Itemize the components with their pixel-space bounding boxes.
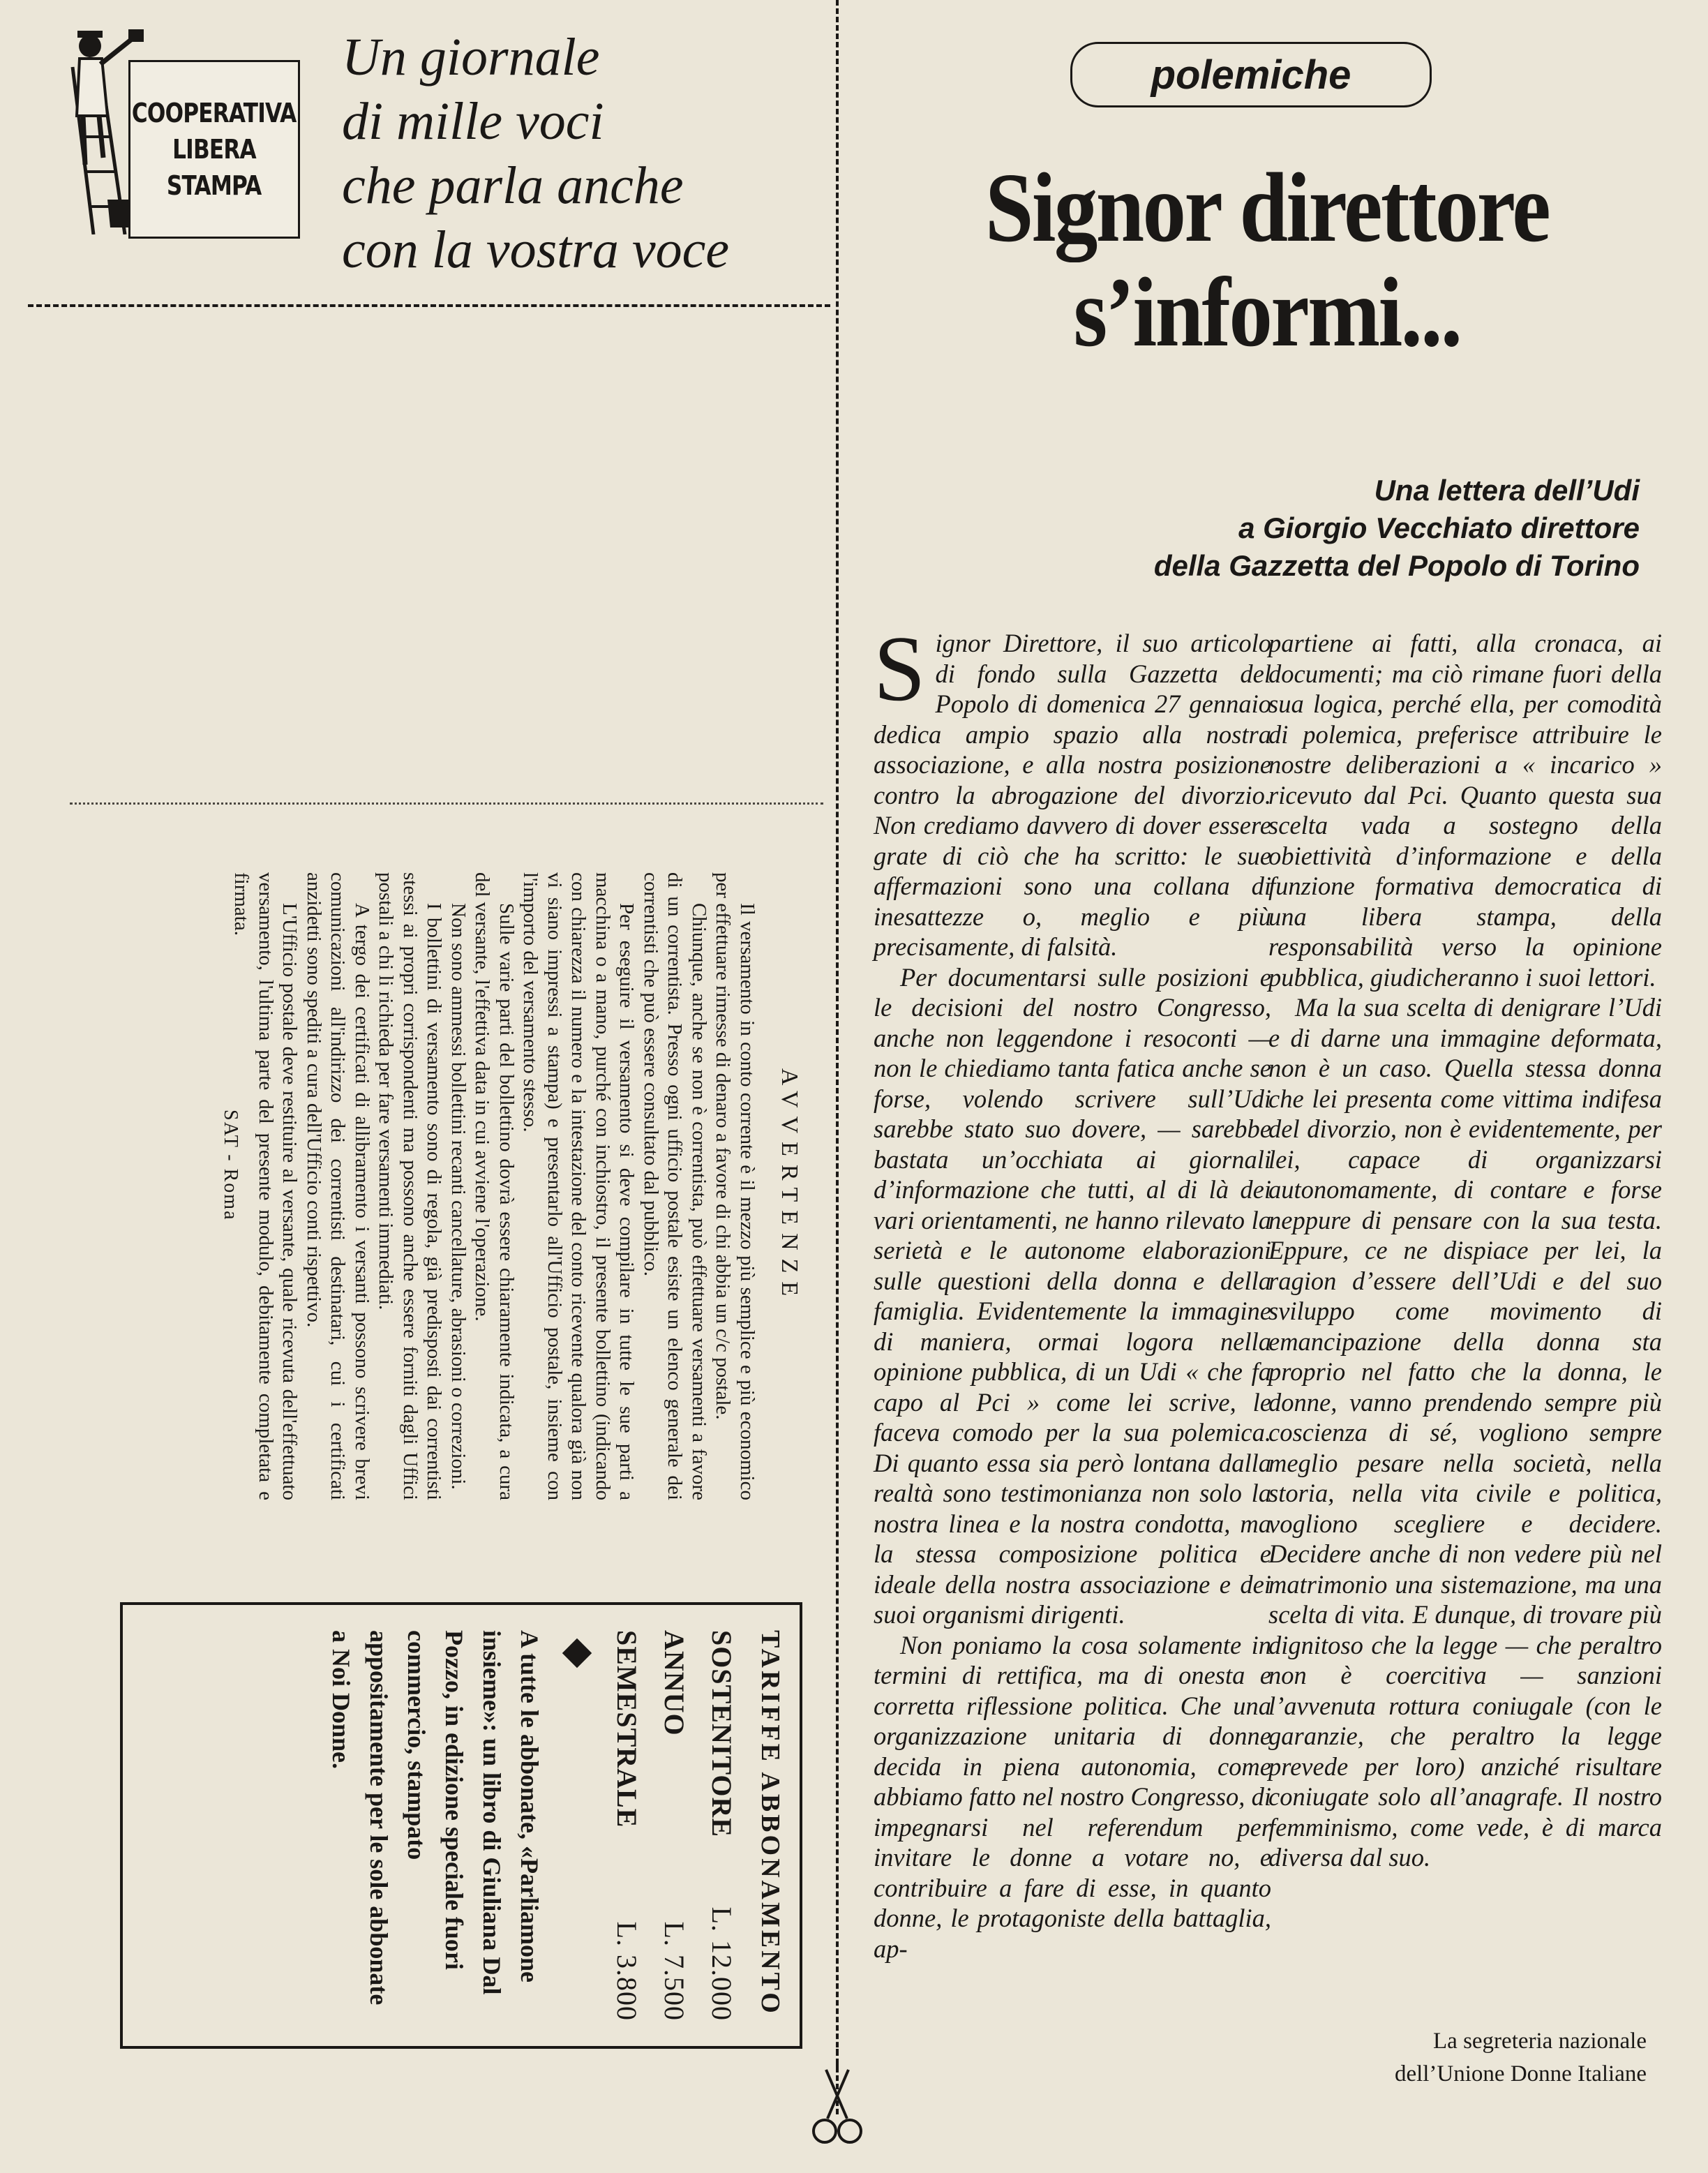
notice-body [230,872,759,1500]
article-headline [862,152,1672,367]
article-signature [1319,2025,1647,2091]
slogan-line: di mille voci [342,92,604,151]
logo-plate [128,60,300,239]
subscription-rates-box [120,1602,802,2049]
logo-line: LIBERA [172,134,256,165]
scissors-icon [812,2049,862,2153]
article-column-2 [1268,628,1662,1873]
rates-title: TARIFFE ABBONAMENTO [756,1630,785,2016]
rate-price: L. 7.500 [659,1921,690,2021]
notice-paragraph: A tergo dei certificati di allibramento i versanti possono scrivere brevi comunicazioni all'indirizzo dei correntisti destinatari, cui i certificati anzidetti sono spediti a cura dell'Ufficio conti rispettivo. [303,872,373,1500]
notice-paragraph: Sulle varie parti del bollettino dovrà essere chiaramente indicata, a cura del versante, l'effettiva data in cui avviene l'operazione. [471,872,518,1500]
rate-price: L. 12.000 [706,1906,737,2021]
notice-title: AVVERTENZE [777,1068,802,1305]
logo-line: STAMPA [167,170,262,201]
notice-paragraph: Il versamento in conto corrente è il mezzo più semplice e più economico per effettuare rimesse di denaro a favore di chi abbia un c/c postale. [712,872,758,1500]
article-subhead [879,472,1640,585]
dotted-fold-line [70,802,823,805]
subhead-line: Una lettera dell’Udi [1374,474,1640,507]
headline-line: s’informi... [1073,257,1461,367]
drop-cap: S [874,617,926,720]
article-paragraph: partiene ai fatti, alla cronaca, ai documenti; ma ciò rimane fuori della sua logica, perché ella, per comodità di polemica, preferisce attribuire le nostre deliberazioni a « incarico » ricevuto dal Pci. Quanto questa sua scelta vada a sostegno della obiettività d’informazione e della funzione formativa democratica di una libera stampa, della responsabilità verso la opinione pubblica, giudicheranno i suoi lettori. [1268,629,1662,992]
slogan-line: con la vostra voce [342,221,730,279]
rate-label: SEMESTRALE [611,1630,643,1828]
article-paragraph [874,617,1271,962]
rate-row [698,1630,745,2021]
slogan [342,25,830,282]
cooperativa-logo [59,25,310,234]
signature-line: dell’Unione Donne Italiane [1394,2061,1647,2086]
subhead-line: della Gazzetta del Popolo di Torino [1153,549,1640,582]
rate-label: SOSTENITORE [706,1630,737,1838]
rate-row [603,1630,650,2021]
postal-notice [188,872,802,1500]
subhead-line: a Giorgio Vecchiato direttore [1238,511,1640,544]
notice-paragraph: I bollettini di versamento sono di regola, già predisposti dai correntisti stessi ai propri corrispondenti ma possono anche essere forniti dagli Uffici postali a chi li richieda per fare versamenti immediati. [375,872,446,1500]
notice-paragraph: L'Ufficio postale deve restituire al versante, quale ricevuta dell'effettuato versamento, l'ultima parte del presente modulo, debitamente completata e firmata. [230,872,301,1500]
article-paragraph: Ma la sua scelta di denigrare l’Udi e di darne una immagine deformata, non è un caso. Quella stessa donna che lei presenta come vittima indifesa del divorzio, non è evidentemente, per lei, capace di organizzarsi autonomamente, di contare e forse neppure di pensare con la sua testa. Eppure, ce ne dispiace per lei, la ragion d’essere dell’Udi e del suo sviluppo come movimento di emancipazione della donna sta proprio nel fatto che la donna, le donne, vanno prendendo sempre più coscienza di sé, vogliono sempre meglio pesare nella società, nella storia, nella vita civile e politica, vogliono scegliere e decidere. Decidere anche di non vedere più nel matrimonio una sistemazione, ma una scelta di vita. E dunque, di trovare più dignitoso che la legge — che peraltro non è coercitiva — sanzioni l’avvenuta rottura coniugale (con le garanzie, che peraltro la legge prevede per loro) anziché risultare coniugate solo all’anagrafe. Il nostro femminismo, come vede, è di marca diversa dal suo. [1268,993,1662,1872]
rate-label: ANNUO [659,1630,690,1736]
article-paragraph: Per documentarsi sulle posizioni e le decisioni del nostro Congresso, anche non leggendone i resoconti — non le chiediamo tanta fatica anche se forse, volendo scrivere sull’Udi sarebbe stato suo dovere, — sarebbe bastata un’occhiata ai giornali d’informazione che tutti, al di là dei vari orientamenti, ne hanno rilevato la serietà e le autonome elaborazioni sulle questioni della donna e della famiglia. Evidentemente la immagine di maniera, ormai logora nella opinione pubblica, di un Udi « che fa capo al Pci » come lei scrive, le faceva comodo per la sua polemica. Di quanto essa sia però lontana dalla realtà sono testimonianza non solo la nostra linea e la nostra condotta, ma la stessa composizione politica e ideale della nostra associazione e dei suoi organismi dirigenti. [874,962,1271,1629]
rate-row [650,1630,698,2021]
article-paragraph: Non poniamo la cosa solamente in termini di rettifica, ma di onesta e corretta riflessione politica. Che una organizzazione unitaria di donne decida in piena autonomia, come abbiamo fatto nel nostro Congresso, di impegnarsi nel referendum per invitare le donne a votare no, e contribuire a fare di esse, in quanto donne, le protagoniste della battaglia, ap- [874,1630,1271,1963]
horizontal-cut-line [28,304,830,307]
headline-line: Signor direttore [984,152,1550,262]
diamond-ornament-icon [562,1638,592,1668]
vertical-cut-line [836,0,839,2114]
article-paragraph-text: ignor Direttore, il suo articolo di fondo sulla Gazzetta del Popolo di domenica 27 gennaio dedica ampio spazio alla nostra associazione, e alla nostra posizione contro la abrogazione del divorzio. Non crediamo davvero di dover essere grate di ciò che ha scritto: le sue affermazioni sono una collana di inesattezze o, meglio e più precisamente, di falsità. [874,629,1271,961]
section-tag: polemiche [1070,42,1432,107]
notice-paragraph: Non sono ammessi bollettini recanti cancellature, abrasioni o correzioni. [447,903,470,1490]
notice-paragraph: Per eseguire il versamento si deve compilare in tutte le sue parti a macchina o a mano, purché con inchiostro, il presente bollettino (indicando con chiarezza il numero e la intestazione del conto ricevente qualora già non vi siano impressi a stampa) e presentarlo all'Ufficio postale, insieme con l'importo del versamento stesso. [519,872,638,1500]
signature-line: La segreteria nazionale [1433,2029,1647,2054]
printer-credit: SAT - Roma [220,1110,241,1221]
slogan-line: che parla anche [342,156,684,215]
subscriber-gift-note: A tutte le abbonate, «Parliamone insieme»: un libro di Giuliana Dal Pozzo, in edizione speciale fuori commercio, stampato appositamente per le sole abbonate a Noi Donne. [327,1630,544,2006]
article-column-1 [874,617,1271,1964]
slogan-line: Un giornale [342,28,600,87]
rate-price: L. 3.800 [611,1921,643,2021]
notice-paragraph: Chiunque, anche se non è correntista, può effettuare versamenti a favore di un correntista. Presso ogni ufficio postale esiste un elenco generale dei correntisti che può essere consultato dal pubblico. [640,872,710,1500]
logo-line: COOPERATIVA [132,98,297,128]
